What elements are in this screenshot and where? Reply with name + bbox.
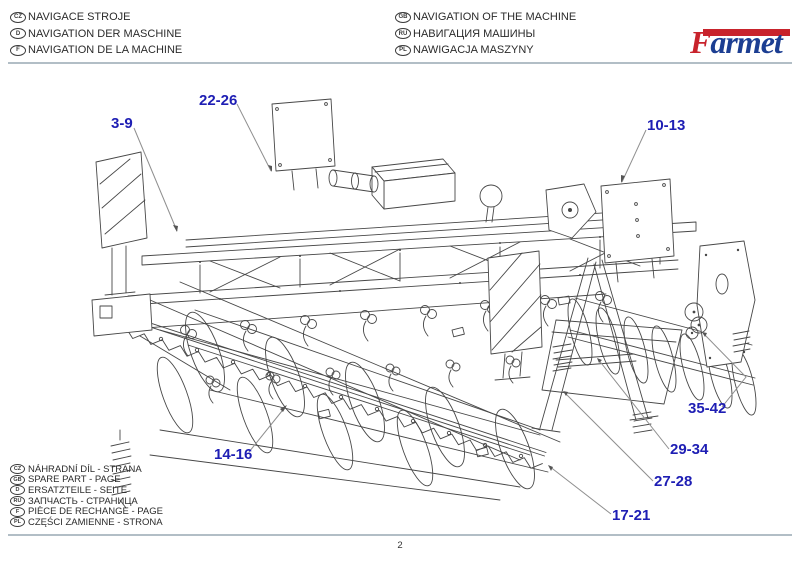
front-cage-roller: [150, 308, 548, 494]
legend-row: [10, 485, 163, 496]
language-badge-gb: GB: [10, 475, 25, 485]
page-number: 2: [397, 540, 403, 551]
legend-row: [10, 517, 163, 528]
language-badge-d: D: [10, 485, 25, 495]
header-language-label: NAVIGATION OF THE MACHINE: [413, 11, 577, 24]
callout-29-34[interactable]: 29-34: [670, 441, 709, 458]
language-badge-gb: GB: [395, 12, 411, 23]
header-language-label: NAWIGACJA MASZYNY: [413, 44, 534, 57]
header-language-label: NAVIGATION DER MASCHINE: [28, 27, 182, 40]
legend-row: [10, 496, 163, 507]
legend-label: PIÈCE DE RECHANGE - PAGE: [28, 506, 163, 518]
legend-label: ЗАПЧАСТЬ - СТРАНИЦА: [28, 495, 138, 507]
language-badge-pl: PL: [10, 517, 25, 527]
footer-legend: [10, 464, 163, 528]
legend-row: [10, 464, 163, 475]
legend-label: NÁHRADNÍ DÍL - STRANA: [28, 463, 142, 475]
legend-label: ERSATZTEILE - SEITE: [28, 484, 128, 496]
header-language-label: НАВИГАЦИЯ МАШИНЫ: [413, 27, 536, 40]
footer-divider: [8, 534, 792, 536]
language-badge-cz: CZ: [10, 12, 26, 23]
legend-label: SPARE PART - PAGE: [28, 474, 121, 486]
machine-line-art: [92, 99, 761, 508]
legend-row: [10, 506, 163, 517]
callout-27-28[interactable]: 27-28: [654, 473, 693, 490]
callout-17-21[interactable]: 17-21: [612, 507, 651, 524]
logo-letter-f: F: [690, 24, 711, 60]
callout-22-26[interactable]: 22-26: [199, 92, 238, 109]
pto-shaft: [329, 170, 378, 192]
language-badge-ru: RU: [10, 496, 25, 506]
legend-row: [10, 475, 163, 486]
language-badge-pl: PL: [395, 45, 411, 56]
header-language-label: NAVIGATION DE LA MACHINE: [28, 44, 183, 57]
logo-letters-armet: armet: [710, 24, 782, 60]
callout-14-16[interactable]: 14-16: [214, 446, 253, 463]
language-badge-f: F: [10, 507, 25, 517]
callout-3-9[interactable]: 3-9: [111, 115, 133, 132]
marker-sphere: [480, 185, 502, 222]
language-badge-d: D: [10, 28, 26, 39]
language-badge-ru: RU: [395, 28, 411, 39]
header-language-label: NAVIGACE STROJE: [28, 11, 131, 24]
callout-10-13[interactable]: 10-13: [647, 117, 686, 134]
language-badge-f: F: [10, 45, 26, 56]
legend-label: CZĘŚCI ZAMIENNE - STRONA: [28, 516, 163, 528]
language-badge-cz: CZ: [10, 464, 25, 474]
callout-35-42[interactable]: 35-42: [688, 400, 727, 417]
toolbox: [372, 159, 455, 209]
